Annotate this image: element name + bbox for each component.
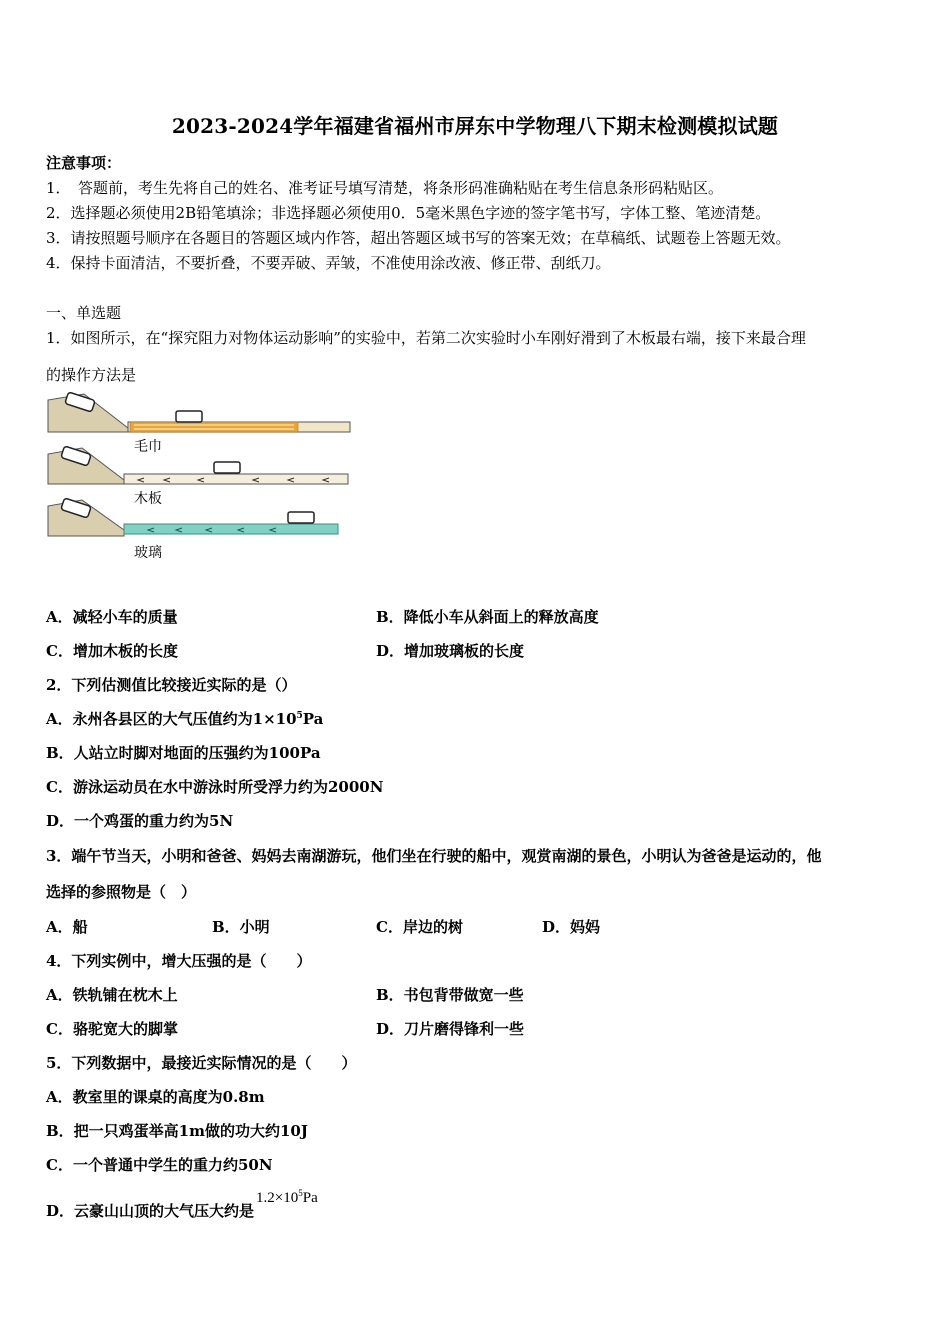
- notice-item-3: 3．请按照题号顺序在各题目的答题区域内作答，超出答题区域书写的答案无效；在草稿纸、试题卷上答题无效。: [46, 229, 791, 247]
- q1-option-b[interactable]: B．降低小车从斜面上的释放高度: [376, 608, 599, 626]
- q2-option-a[interactable]: [46, 708, 323, 729]
- q5-formula-exponent: 5: [298, 1188, 303, 1198]
- label-board: 木板: [134, 491, 162, 507]
- q1-option-c[interactable]: C．增加木板的长度: [46, 642, 178, 660]
- q4-option-c[interactable]: C．骆驼宽大的脚掌: [46, 1020, 178, 1038]
- q2-option-a-unit: Pa: [302, 710, 324, 728]
- q2-option-a-exponent: 5: [296, 711, 303, 721]
- q1-figure: [44, 392, 356, 564]
- q3-option-d[interactable]: D．妈妈: [542, 918, 601, 936]
- q1-option-a[interactable]: A．减轻小车的质量: [46, 608, 178, 626]
- q2-option-a-text: A．永州各县区的大气压值约为1×10: [46, 710, 297, 728]
- q3-option-a[interactable]: A．船: [46, 918, 88, 936]
- label-glass: 玻璃: [134, 545, 162, 561]
- q1-stem-line1: 1．如图所示，在“探究阻力对物体运动影响”的实验中，若第二次实验时小车刚好滑到了木板最右端，接下来最合理: [46, 329, 806, 347]
- notice-item-2: 2．选择题必须使用2B铅笔填涂；非选择题必须使用0．5毫米黑色字迹的签字笔书写，字体工整、笔迹清楚。: [46, 204, 771, 222]
- q3-option-b[interactable]: B．小明: [212, 918, 270, 936]
- q5-formula-base: 1.2×10: [256, 1190, 299, 1206]
- q5-option-d-formula: [256, 1190, 318, 1206]
- q3-stem-line1: 3．端午节当天，小明和爸爸、妈妈去南湖游玩，他们坐在行驶的船中，观赏南湖的景色，小明认为爸爸是运动的，他: [46, 847, 822, 865]
- ramp-experiment-diagram: [44, 392, 356, 564]
- q1-option-d[interactable]: D．增加玻璃板的长度: [376, 642, 525, 660]
- q4-stem: 4．下列实例中，增大压强的是（ ）: [46, 952, 312, 970]
- q5-option-d-text: D．云豪山山顶的大气压大约是: [46, 1202, 255, 1220]
- label-towel: 毛巾: [134, 439, 162, 455]
- q2-stem: 2．下列估测值比较接近实际的是（）: [46, 676, 297, 694]
- q3-stem-line2: 选择的参照物是（ ）: [46, 883, 197, 901]
- q4-option-d[interactable]: D．刀片磨得锋利一些: [376, 1020, 525, 1038]
- q4-option-a[interactable]: A．铁轨铺在枕木上: [46, 986, 178, 1004]
- ramp-glass: [48, 498, 338, 536]
- exam-title: 2023-2024学年福建省福州市屏东中学物理八下期末检测模拟试题: [171, 114, 779, 138]
- q2-option-b[interactable]: B．人站立时脚对地面的压强约为100Pa: [46, 744, 321, 762]
- q5-option-c[interactable]: C．一个普通中学生的重力约50N: [46, 1156, 273, 1174]
- notice-heading: 注意事项：: [46, 154, 122, 172]
- section-heading: 一、单选题: [46, 304, 122, 322]
- q1-stem-line2: 的操作方法是: [46, 366, 137, 384]
- q5-option-b[interactable]: B．把一只鸡蛋举高1m做的功大约10J: [46, 1122, 308, 1140]
- q5-option-a[interactable]: A．教室里的课桌的高度为0.8m: [46, 1088, 265, 1106]
- q4-option-b[interactable]: B．书包背带做宽一些: [376, 986, 524, 1004]
- notice-item-4: 4．保持卡面清洁，不要折叠，不要弄破、弄皱，不准使用涂改液、修正带、刮纸刀。: [46, 254, 611, 272]
- q2-option-d[interactable]: D．一个鸡蛋的重力约为5N: [46, 812, 234, 830]
- q5-formula-unit: Pa: [302, 1190, 318, 1206]
- q3-option-c[interactable]: C．岸边的树: [376, 918, 463, 936]
- q5-stem: 5．下列数据中，最接近实际情况的是（ ）: [46, 1054, 357, 1072]
- q2-option-c[interactable]: C．游泳运动员在水中游泳时所受浮力约为2000N: [46, 778, 384, 796]
- notice-item-1: 1． 答题前，考生先将自己的姓名、准考证号填写清楚，将条形码准确粘贴在考生信息条形码粘贴区。: [46, 179, 724, 197]
- ramp-board: [48, 446, 348, 484]
- ramp-towel: [48, 392, 350, 432]
